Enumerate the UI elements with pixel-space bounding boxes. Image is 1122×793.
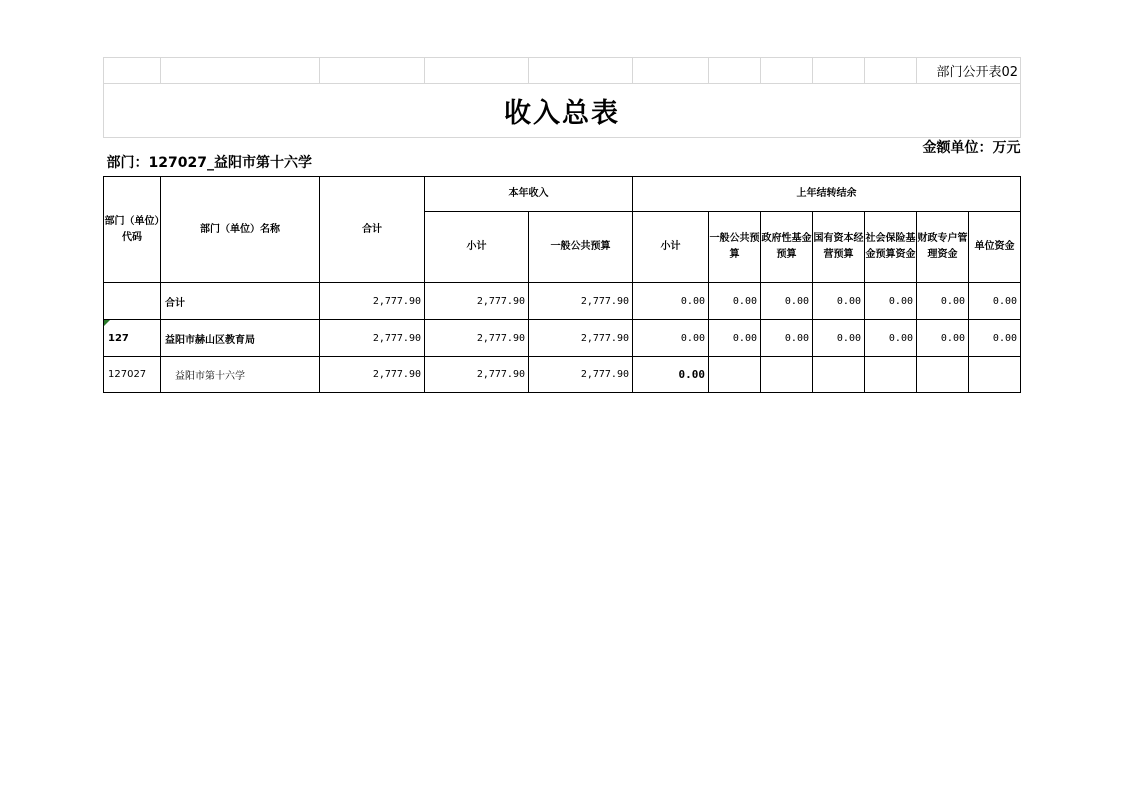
- cell-py-special: [917, 357, 969, 393]
- cell-py-social-insurance: [865, 357, 917, 393]
- income-summary-table: [103, 57, 1021, 393]
- cell-code: 127: [104, 320, 161, 357]
- cell-py-unit-funds: [969, 357, 1021, 393]
- cell-cy-general: 2,777.90: [529, 357, 633, 393]
- sheet-tag: 部门公开表02: [917, 58, 1021, 84]
- header-prior-year: 上年结转结余: [633, 177, 1021, 212]
- cell-py-general: [709, 357, 761, 393]
- cell-total: 2,777.90: [320, 283, 425, 320]
- cell-py-gov-fund: [761, 357, 813, 393]
- header-code: 部门（单位）代码: [104, 177, 161, 283]
- cell-py-special: 0.00: [917, 320, 969, 357]
- cell-cy-general: 2,777.90: [529, 283, 633, 320]
- cell-py-state-capital: 0.00: [813, 320, 865, 357]
- header-py-general: 一般公共预算: [709, 212, 761, 283]
- cell-py-state-capital: [813, 357, 865, 393]
- cell-py-subtotal: 0.00: [633, 320, 709, 357]
- cell-total: 2,777.90: [320, 357, 425, 393]
- sheet-tag-row: [104, 58, 1021, 84]
- cell-name: 益阳市赫山区教育局: [161, 320, 320, 357]
- page-title: 收入总表: [104, 84, 1021, 138]
- header-total: 合计: [320, 177, 425, 283]
- cell-py-state-capital: 0.00: [813, 283, 865, 320]
- cell-py-gov-fund: 0.00: [761, 320, 813, 357]
- cell-cy-subtotal: 2,777.90: [425, 357, 529, 393]
- table-row: [104, 320, 1021, 357]
- cell-py-unit-funds: 0.00: [969, 320, 1021, 357]
- cell-py-unit-funds: 0.00: [969, 283, 1021, 320]
- header-cy-general: 一般公共预算: [529, 212, 633, 283]
- header-current-year: 本年收入: [425, 177, 633, 212]
- title-row: [104, 84, 1021, 138]
- cell-code: 127027: [104, 357, 161, 393]
- cell-py-gov-fund: 0.00: [761, 283, 813, 320]
- unit-label: 金额单位：万元: [922, 140, 1021, 156]
- header-py-unit-funds: 单位资金: [969, 212, 1021, 283]
- cell-cy-subtotal: 2,777.90: [425, 283, 529, 320]
- cell-py-social-insurance: 0.00: [865, 320, 917, 357]
- cell-py-subtotal: 0.00: [633, 357, 709, 393]
- cell-cy-subtotal: 2,777.90: [425, 320, 529, 357]
- header-row-1: [104, 177, 1021, 212]
- cell-py-general: 0.00: [709, 320, 761, 357]
- cell-cy-general: 2,777.90: [529, 320, 633, 357]
- department-label: 部门：127027_益阳市第十六学: [106, 155, 312, 171]
- cell-code: [104, 283, 161, 320]
- cell-py-social-insurance: 0.00: [865, 283, 917, 320]
- header-py-social-insurance: 社会保险基金预算资金: [865, 212, 917, 283]
- cell-total: 2,777.90: [320, 320, 425, 357]
- header-py-gov-fund: 政府性基金预算: [761, 212, 813, 283]
- header-py-special: 财政专户管理资金: [917, 212, 969, 283]
- cell-name: 益阳市第十六学: [161, 357, 320, 393]
- cell-py-special: 0.00: [917, 283, 969, 320]
- header-name: 部门（单位）名称: [161, 177, 320, 283]
- cell-py-subtotal: 0.00: [633, 283, 709, 320]
- header-py-subtotal: 小计: [633, 212, 709, 283]
- table-row: [104, 283, 1021, 320]
- spreadsheet: [103, 57, 1020, 393]
- department-row: [104, 138, 1021, 177]
- cell-py-general: 0.00: [709, 283, 761, 320]
- header-py-state-capital: 国有资本经营预算: [813, 212, 865, 283]
- header-cy-subtotal: 小计: [425, 212, 529, 283]
- table-row: [104, 357, 1021, 393]
- cell-name: 合计: [161, 283, 320, 320]
